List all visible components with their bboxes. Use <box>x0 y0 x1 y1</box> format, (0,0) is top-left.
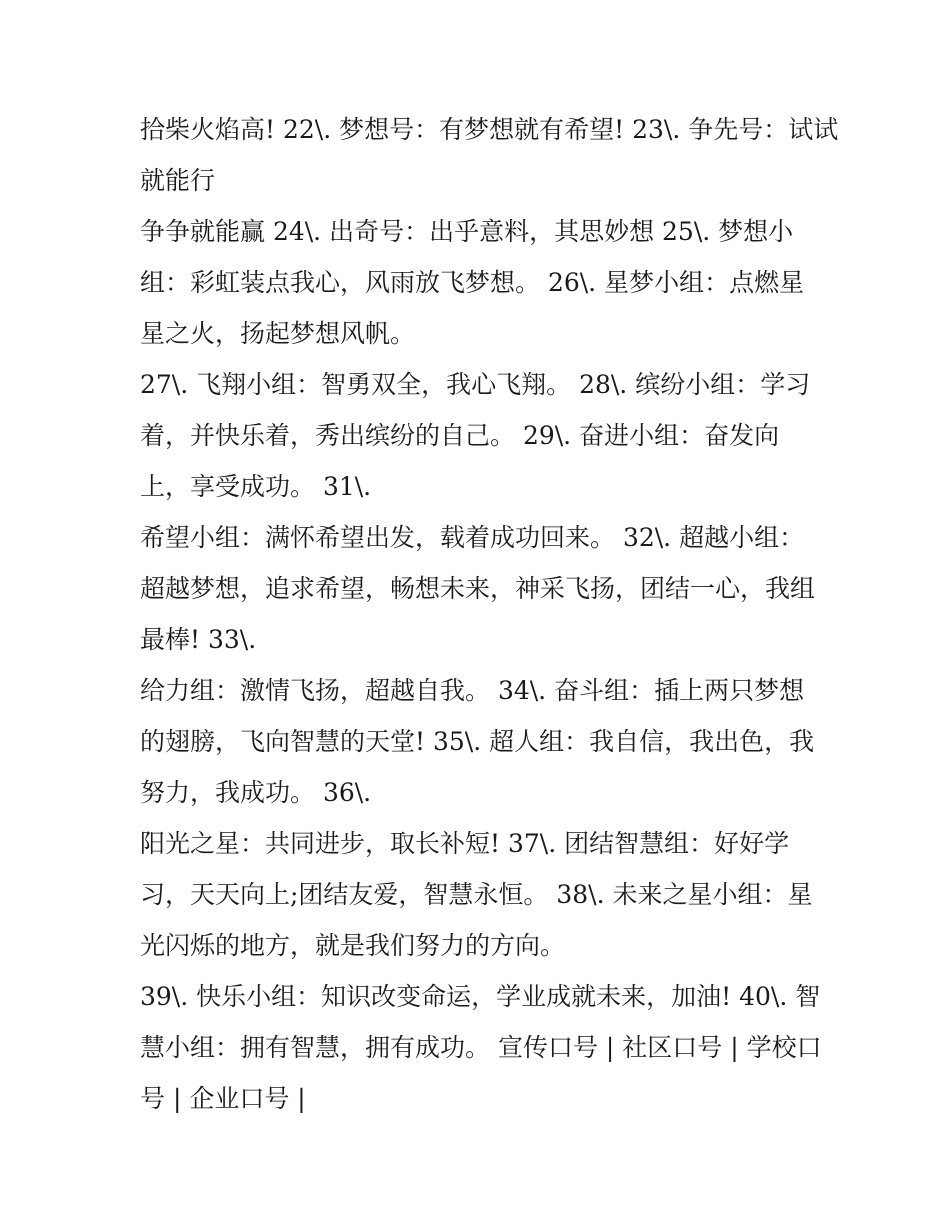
text-line: 超越梦想，追求希望，畅想未来，神采飞扬，团结一心，我组 <box>140 574 816 603</box>
body-text <box>140 104 839 1124</box>
text-line: 号 | 企业口号 | <box>140 1084 306 1113</box>
text-line: 上，享受成功。 31\. <box>140 472 372 501</box>
text-line: 阳光之星：共同进步，取长补短! 37\. 团结智慧组：好好学 <box>140 829 790 858</box>
text-line: 希望小组：满怀希望出发，载着成功回来。 32\. 超越小组： <box>140 523 805 552</box>
text-line: 习，天天向上;团结友爱，智慧永恒。 38\. 未来之星小组：星 <box>140 880 813 909</box>
text-line: 拾柴火焰高! 22\. 梦想号：有梦想就有希望! 23\. 争先号：试试 <box>140 115 839 144</box>
text-line: 争争就能赢 24\. 出奇号：出乎意料，其思妙想 25\. 梦想小 <box>140 217 794 246</box>
text-line: 光闪烁的地方，就是我们努力的方向。 <box>140 931 566 960</box>
text-line: 最棒! 33\. <box>140 625 257 654</box>
text-line: 的翅膀，飞向智慧的天堂! 35\. 超人组：我自信，我出色，我 <box>140 727 815 756</box>
text-line: 努力，我成功。 36\. <box>140 778 372 807</box>
text-line: 星之火，扬起梦想风帆。 <box>140 319 416 348</box>
text-line: 组：彩虹装点我心，风雨放飞梦想。 26\. 星梦小组：点燃星 <box>140 268 805 297</box>
text-line: 39\. 快乐小组：知识改变命运，学业成就未来，加油! 40\. 智 <box>140 982 821 1011</box>
text-line: 给力组：激情飞扬，超越自我。 34\. 奋斗组：插上两只梦想 <box>140 676 805 705</box>
text-line: 就能行 <box>140 166 216 195</box>
text-line: 27\. 飞翔小组：智勇双全，我心飞翔。 28\. 缤纷小组：学习 <box>140 370 811 399</box>
text-line: 慧小组：拥有智慧，拥有成功。 宣传口号 | 社区口号 | 学校口 <box>140 1033 822 1062</box>
text-line: 着，并快乐着，秀出缤纷的自己。 29\. 奋进小组：奋发向 <box>140 421 780 450</box>
